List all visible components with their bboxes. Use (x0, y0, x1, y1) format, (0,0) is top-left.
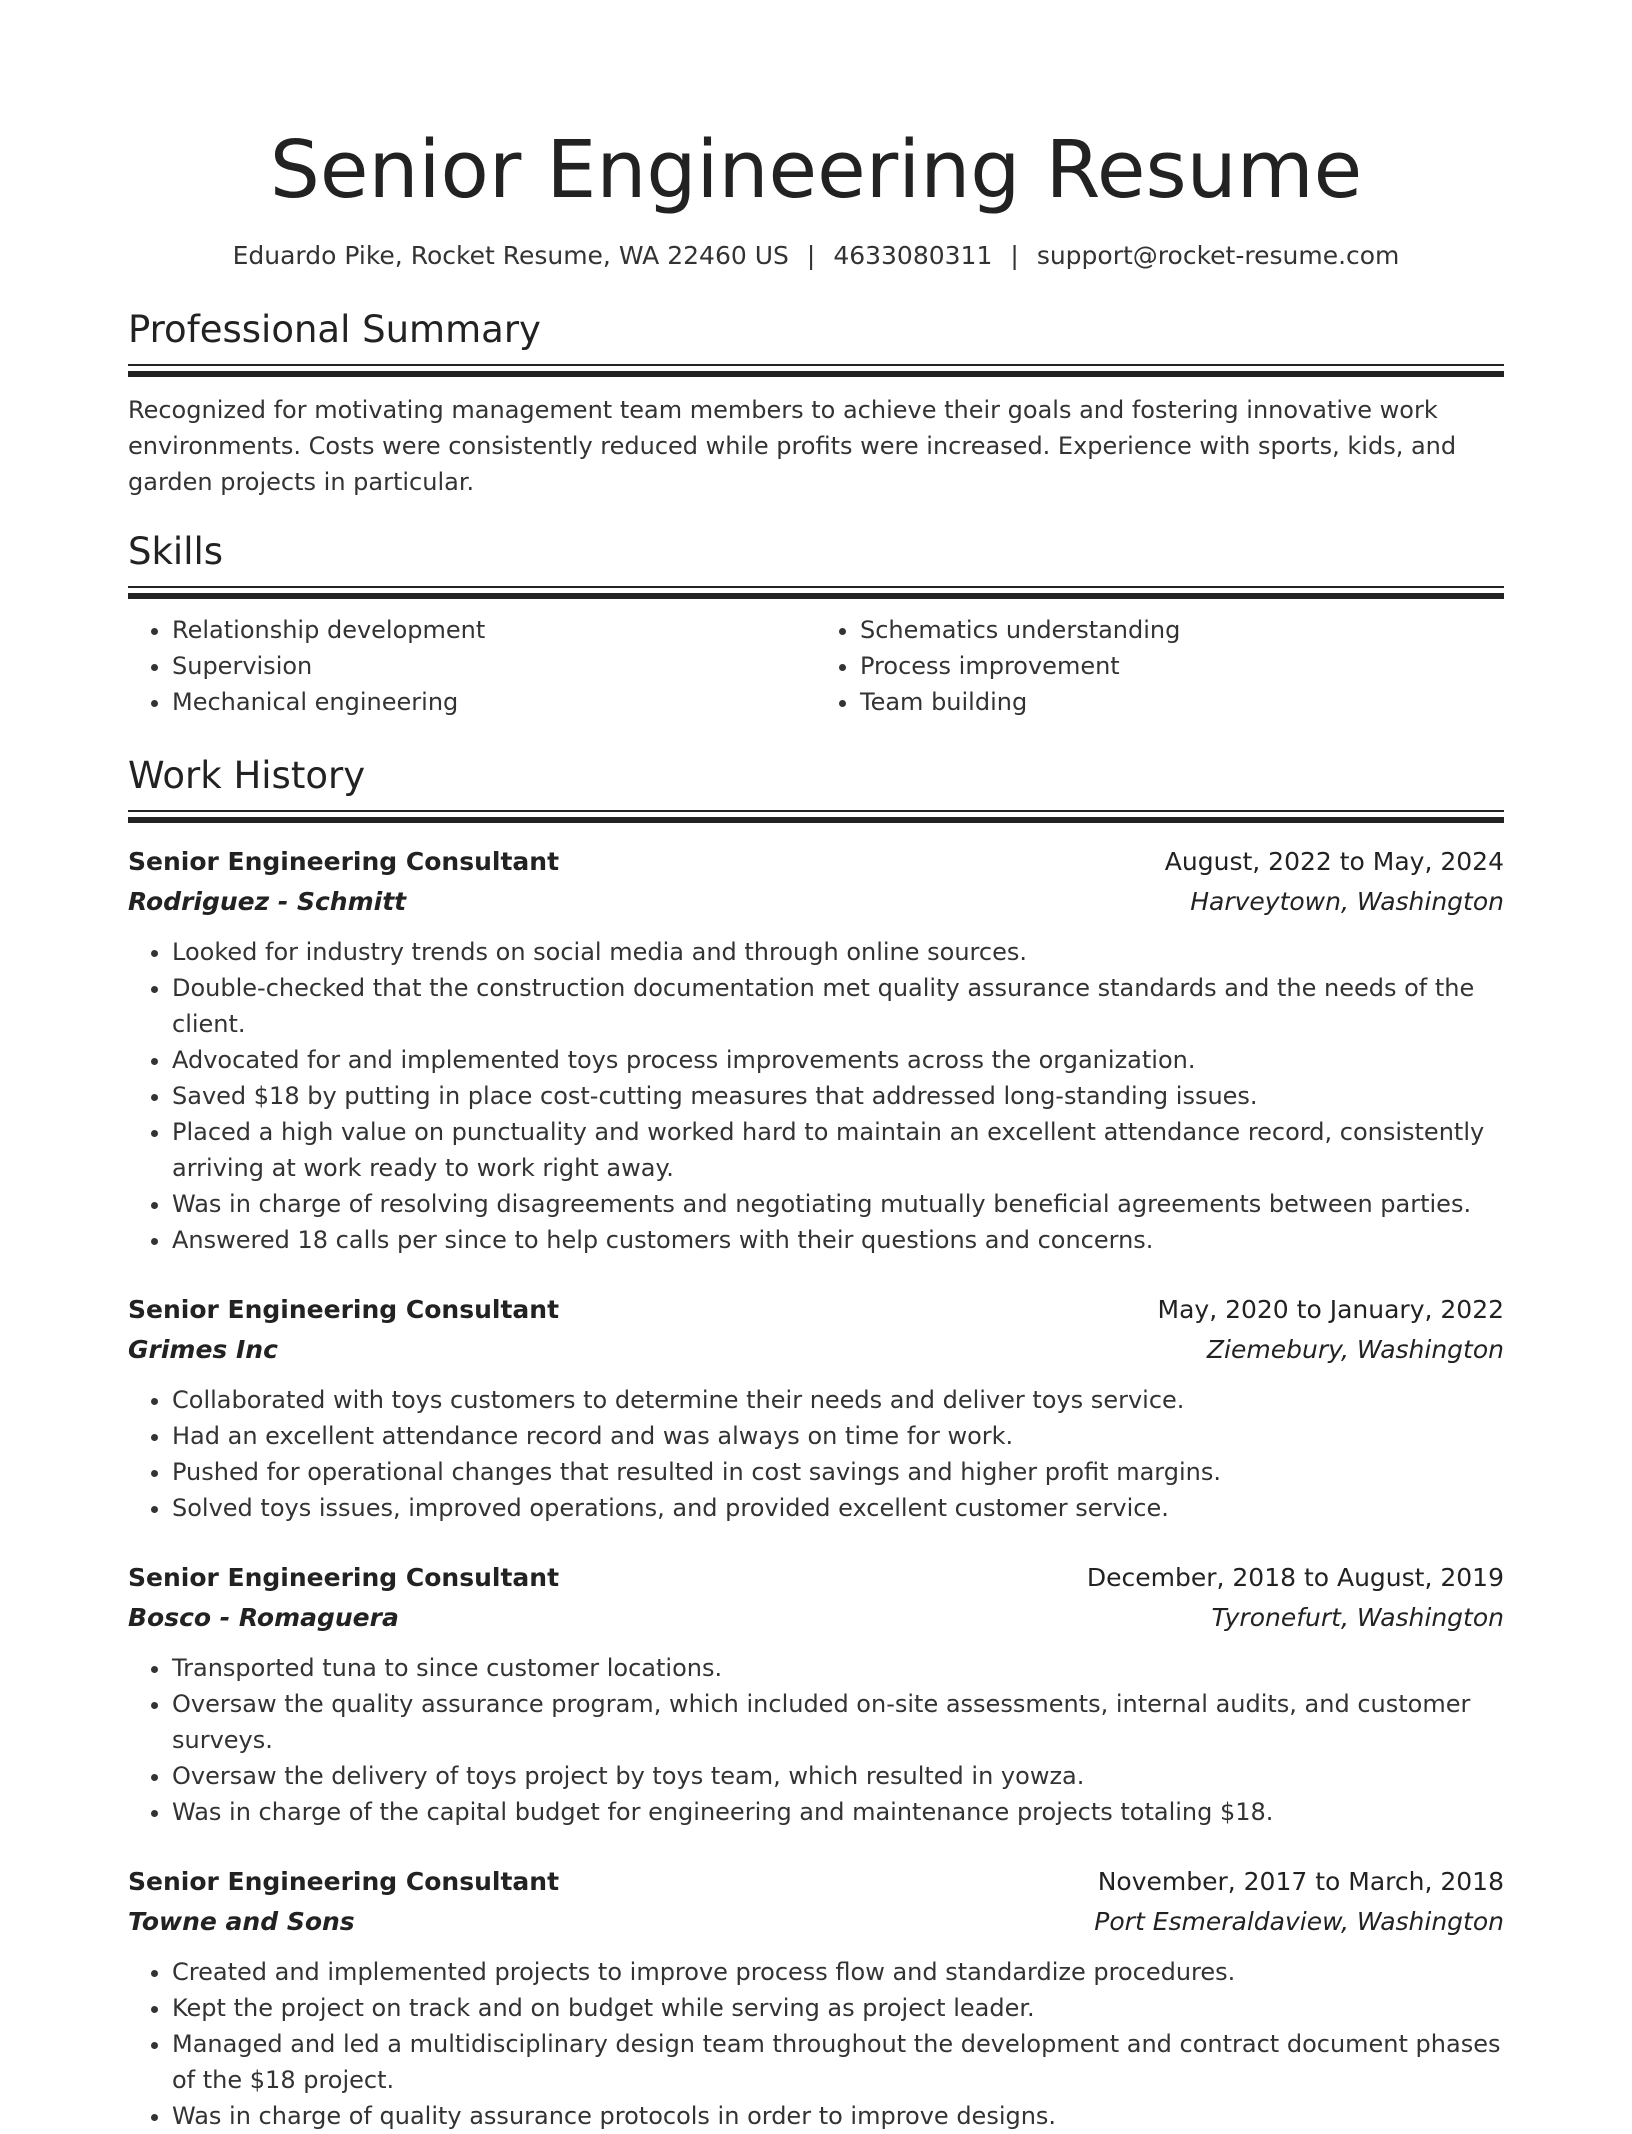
contact-address: Eduardo Pike, Rocket Resume, WA 22460 US (232, 241, 789, 270)
job-dates: November, 2017 to March, 2018 (1097, 1867, 1504, 1896)
contact-separator: | (1010, 241, 1019, 270)
job-title: Senior Engineering Consultant (128, 1867, 560, 1896)
job-bullet: • Placed a high value on punctuality and worked hard to maintain an excellent attendance record, consistently arriving at work ready to work right away. (172, 1114, 1504, 1186)
section-heading-skills: Skills (128, 530, 224, 573)
job-header-row (128, 1862, 1504, 1902)
job-bullet: • Looked for industry trends on social media and through online sources. (172, 934, 1504, 970)
skills-column-right (816, 612, 1504, 720)
job-subheader-row (128, 882, 1504, 922)
summary-text: Recognized for motivating management team members to achieve their goals and fostering innovative work environments. Costs were consistently reduced while profits were increased. Experience with sports, kids, and garden projects in particular. (128, 396, 1457, 496)
job-dates: May, 2020 to January, 2022 (1157, 1295, 1504, 1324)
job-header-row (128, 1290, 1504, 1330)
job-bullet: • Solved toys issues, improved operations, and provided excellent customer service. (172, 1490, 1504, 1526)
contact-separator: | (806, 241, 816, 270)
skill-item: • Process improvement (860, 648, 1504, 684)
section-divider (128, 586, 1504, 600)
job-title: Senior Engineering Consultant (128, 847, 560, 876)
job-location: Port Esmeraldaview, Washington (1094, 1907, 1504, 1936)
job-bullets (128, 1954, 1504, 2134)
contact-phone: 4633080311 (833, 241, 993, 270)
job-location: Harveytown, Washington (1190, 887, 1504, 916)
skills-section (128, 528, 1504, 720)
job-subheader-row (128, 1902, 1504, 1942)
job-bullets (128, 1382, 1504, 1526)
job-bullet: • Was in charge of resolving disagreements and negotiating mutually beneficial agreements between parties. (172, 1186, 1504, 1222)
skill-item: • Supervision (172, 648, 816, 684)
job-bullet: • Advocated for and implemented toys process improvements across the organization. (172, 1042, 1504, 1078)
contact-email: support@rocket-resume.com (1036, 241, 1400, 270)
job-subheader-row (128, 1598, 1504, 1638)
job-bullet: • Saved $18 by putting in place cost-cutting measures that addressed long-standing issues. (172, 1078, 1504, 1114)
job-company: Grimes Inc (128, 1335, 278, 1364)
job-header-row (128, 842, 1504, 882)
job-dates: December, 2018 to August, 2019 (1086, 1563, 1504, 1592)
job-company: Towne and Sons (128, 1907, 355, 1936)
job-bullets (128, 1650, 1504, 1830)
resume-title: Senior Engineering Resume (269, 124, 1363, 216)
job-bullet: • Pushed for operational changes that resulted in cost savings and higher profit margins. (172, 1454, 1504, 1490)
job-title: Senior Engineering Consultant (128, 1563, 560, 1592)
job-bullet: • Transported tuna to since customer locations. (172, 1650, 1504, 1686)
job-location: Tyronefurt, Washington (1211, 1603, 1504, 1632)
job-entry (128, 1862, 1504, 2134)
job-header-row (128, 1558, 1504, 1598)
job-bullet: • Answered 18 calls per since to help customers with their questions and concerns. (172, 1222, 1504, 1258)
job-bullet: • Created and implemented projects to improve process flow and standardize procedures. (172, 1954, 1504, 1990)
job-bullet: • Kept the project on track and on budget while serving as project leader. (172, 1990, 1504, 2026)
job-subheader-row (128, 1330, 1504, 1370)
job-entry (128, 842, 1504, 1258)
job-bullet: • Had an excellent attendance record and was always on time for work. (172, 1418, 1504, 1454)
job-bullet: • Oversaw the quality assurance program, which included on-site assessments, internal audits, and customer surveys. (172, 1686, 1504, 1758)
contact-line (128, 238, 1504, 274)
section-heading-summary: Professional Summary (128, 308, 541, 351)
work-history-section (128, 752, 1504, 2134)
job-entry (128, 1290, 1504, 1526)
resume-page (128, 0, 1504, 2134)
job-bullet: • Double-checked that the construction documentation met quality assurance standards and the needs of the client. (172, 970, 1504, 1042)
job-bullet: • Was in charge of the capital budget for engineering and maintenance projects totaling $18. (172, 1794, 1504, 1830)
section-divider (128, 364, 1504, 378)
section-heading-work: Work History (128, 754, 366, 797)
professional-summary-section (128, 306, 1504, 500)
job-company: Rodriguez - Schmitt (128, 887, 407, 916)
job-location: Ziemebury, Washington (1206, 1335, 1504, 1364)
section-divider (128, 810, 1504, 824)
job-bullet: • Managed and led a multidisciplinary design team throughout the development and contract document phases of the $18 project. (172, 2026, 1504, 2098)
skill-item: • Relationship development (172, 612, 816, 648)
job-bullet: • Oversaw the delivery of toys project by toys team, which resulted in yowza. (172, 1758, 1504, 1794)
job-dates: August, 2022 to May, 2024 (1164, 847, 1504, 876)
skill-item: • Schematics understanding (860, 612, 1504, 648)
skill-item: • Team building (860, 684, 1504, 720)
skill-item: • Mechanical engineering (172, 684, 816, 720)
skills-column-left (128, 612, 816, 720)
job-company: Bosco - Romaguera (128, 1603, 399, 1632)
job-bullet: • Collaborated with toys customers to determine their needs and deliver toys service. (172, 1382, 1504, 1418)
job-bullet: • Was in charge of quality assurance protocols in order to improve designs. (172, 2098, 1504, 2134)
job-entry (128, 1558, 1504, 1830)
job-bullets (128, 934, 1504, 1258)
job-title: Senior Engineering Consultant (128, 1295, 560, 1324)
skills-grid (128, 612, 1504, 720)
